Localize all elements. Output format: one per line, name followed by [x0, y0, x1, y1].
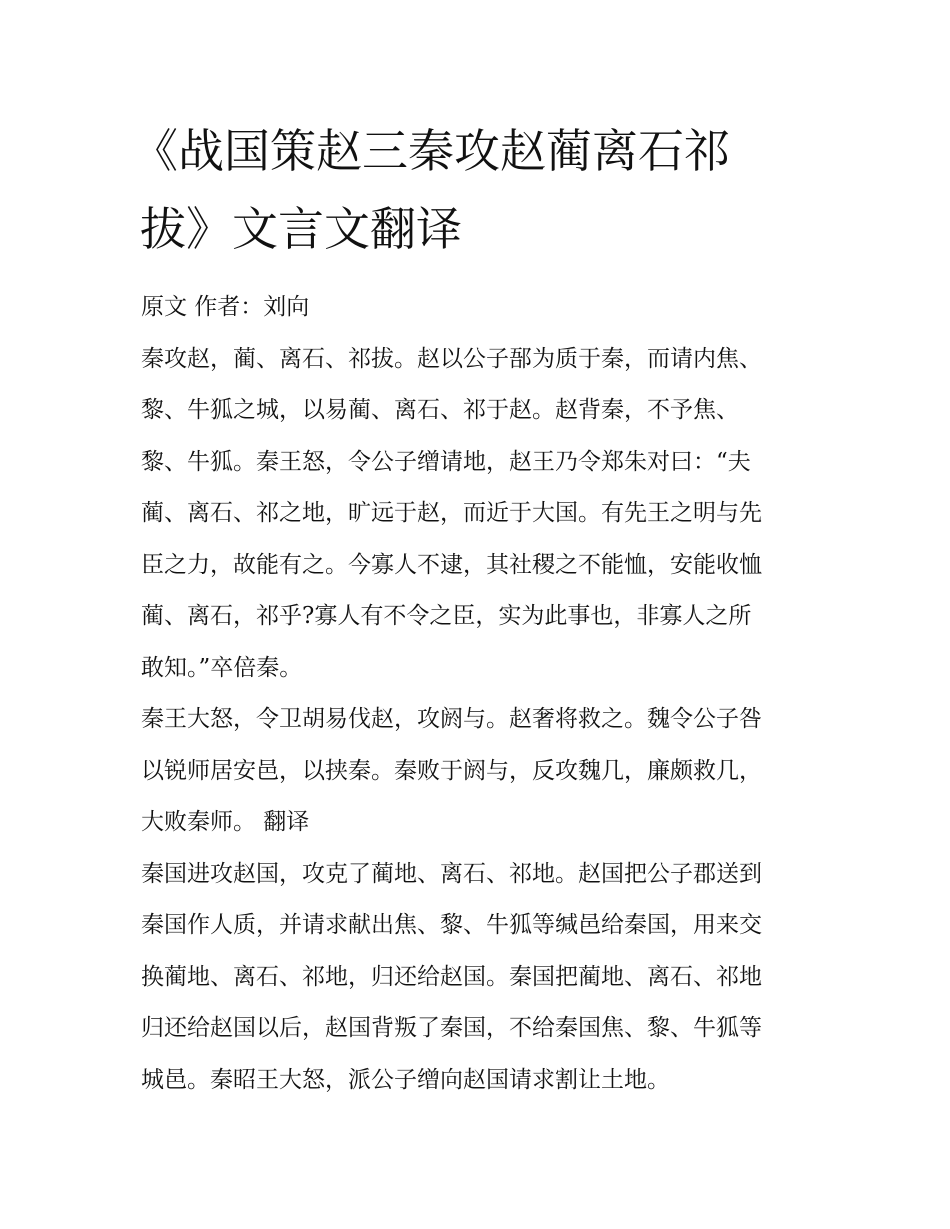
title-line: 拔》文言文翻译 — [140, 202, 462, 256]
source-heading: 原文 作者：刘向 — [141, 294, 310, 320]
text-line: 蔺、离石，祁乎?寡人有不令之臣，实为此事也，非寡人之所 — [141, 603, 752, 629]
text-line: 秦国作人质，并请求献出焦、黎、牛狐等缄邑给秦国，用来交 — [141, 912, 762, 938]
text-line: 秦王大怒，令卫胡易伐赵，攻阏与。赵奢将救之。魏令公子咎 — [141, 706, 762, 732]
text-line: 换蔺地、离石、祁地，归还给赵国。秦国把蔺地、离石、祁地 — [141, 963, 762, 990]
text-line: 敢知。”卒倍秦。 — [141, 654, 303, 681]
text-line: 以锐师居安邑，以挟秦。秦败于阏与，反攻魏几，廉颇救几， — [141, 757, 762, 784]
text-line: 秦国进攻赵国，攻克了蔺地、离石、祁地。赵国把公子郡送到 — [141, 860, 762, 887]
title-line: 《战国策赵三秦攻赵蔺离石祁 — [132, 124, 730, 178]
text-line: 大败秦师。 翻译 — [141, 809, 310, 835]
text-line: 黎、牛狐之城，以易蔺、离石、祁于赵。赵背秦，不予焦、 — [141, 397, 739, 423]
text-line: 归还给赵国以后，赵国背叛了秦国，不给秦国焦、黎、牛狐等 — [141, 1015, 762, 1041]
document-body — [141, 282, 841, 1106]
text-line: 黎、牛狐。秦王怒，令公子缯请地，赵王乃令郑朱对曰：“夫 — [141, 448, 751, 475]
text-line: 秦攻赵，蔺、离石、祁拔。赵以公子郚为质于秦，而请内焦、 — [141, 345, 762, 372]
text-line: 城邑。秦昭王大怒，派公子缯向赵国请求割让土地。 — [141, 1066, 670, 1093]
document-title — [132, 112, 820, 268]
text-line: 臣之力，故能有之。今寡人不逮，其社稷之不能恤，安能收恤 — [141, 551, 762, 578]
text-line: 蔺、离石、祁之地，旷远于赵，而近于大国。有先王之明与先 — [141, 500, 762, 526]
